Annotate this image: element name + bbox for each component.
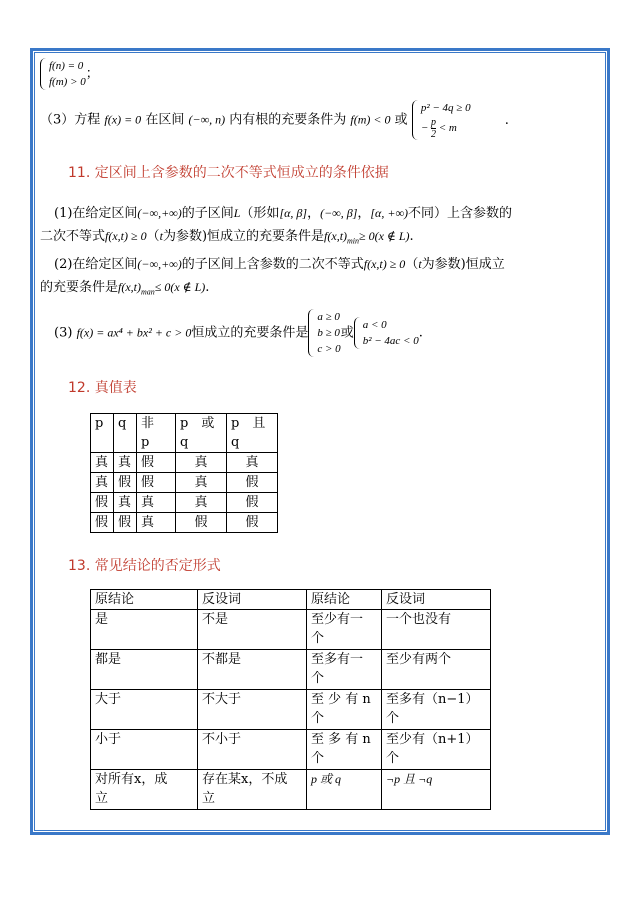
subscript: man	[141, 287, 155, 297]
section-11-para-3	[40, 309, 605, 357]
table-cell	[382, 650, 491, 690]
table-cell	[307, 610, 382, 650]
text: ，	[357, 206, 371, 221]
table-row	[91, 770, 491, 810]
negation-table-wrap	[90, 589, 605, 810]
table-cell	[307, 650, 382, 690]
variable: L	[233, 206, 241, 220]
cell-text: q	[231, 435, 240, 451]
cell-text: 至 少 有 n	[311, 692, 371, 708]
table-cell: 真	[227, 453, 278, 473]
table-row	[91, 730, 491, 770]
text: 或	[340, 325, 354, 341]
text: (3)	[54, 325, 73, 341]
cell-text: p	[95, 416, 104, 432]
table-header-cell: 原结论	[307, 590, 382, 610]
text: 内有根的充要条件为	[229, 112, 347, 128]
cell-text: 不是	[202, 612, 229, 628]
text: 的子区间	[181, 206, 234, 221]
table-cell	[198, 730, 307, 770]
interval: (−∞,+∞)	[137, 256, 182, 271]
table-cell	[382, 730, 491, 770]
cell-text: 存在某x，不成	[202, 772, 288, 788]
table-cell	[382, 770, 491, 810]
table-header-row	[91, 414, 278, 453]
section-13-title: 13. 常见结论的否定形式	[68, 558, 221, 575]
table-row	[91, 473, 278, 493]
text: （	[146, 229, 160, 244]
item-3	[40, 100, 605, 140]
table-cell: 假	[137, 453, 176, 473]
equation: f(x) = ax⁴ + bx² + c > 0	[76, 325, 192, 340]
cell-text: 个	[311, 631, 325, 647]
brace-system	[40, 58, 86, 90]
table-header-cell: 原结论	[91, 590, 198, 610]
table-cell	[382, 690, 491, 730]
cell-text: 个	[311, 751, 325, 767]
table-cell	[198, 610, 307, 650]
inequality: f(x,t) ≥ 0	[363, 256, 406, 271]
table-cell: 真	[176, 473, 227, 493]
text: 为参数)恒成立	[421, 256, 505, 272]
table-cell	[91, 650, 198, 690]
text: 的子区间上含参数的二次不等式	[181, 256, 364, 272]
interval: [α, +∞)	[370, 206, 409, 220]
table-cell: 真	[137, 513, 176, 533]
table-row	[91, 690, 491, 730]
cell-text: 个	[311, 671, 325, 687]
table-cell	[382, 610, 491, 650]
table-header-cell	[227, 414, 278, 453]
cell-text: 一个也没有	[386, 612, 452, 628]
variable: t	[418, 256, 422, 271]
table-cell: 假	[227, 473, 278, 493]
text: 的充要条件是	[40, 279, 119, 295]
interval: (−∞, n)	[188, 112, 226, 127]
cell-text: q	[180, 435, 189, 451]
cell-text: 非	[141, 416, 155, 432]
cell-text: 个	[311, 711, 325, 727]
cell-text: p 或	[180, 416, 215, 432]
interval: [α, β]	[279, 206, 308, 220]
table-cell: 真	[91, 473, 114, 493]
cell-text: 至多有（n−1）	[386, 692, 479, 708]
condition: f(m) < 0	[350, 112, 391, 127]
table-header-cell: 反设词	[382, 590, 491, 610]
table-cell	[307, 730, 382, 770]
system-line: c > 0	[317, 343, 341, 356]
table-header-cell	[91, 414, 114, 453]
subscript: min	[347, 236, 360, 246]
table-row	[91, 650, 491, 690]
expression: f(x,t)	[324, 229, 348, 243]
table-cell: 真	[137, 493, 176, 513]
system-line	[421, 116, 471, 140]
expression: f(x,t)	[118, 279, 142, 294]
section-11-para-2	[40, 253, 602, 276]
cell-text: 至少有（n+1）	[386, 732, 479, 748]
cell-text: 至多有一	[311, 652, 364, 668]
top-condition-system	[40, 58, 605, 90]
punctuation: .	[409, 229, 414, 244]
table-cell: 假	[91, 493, 114, 513]
punctuation: .	[418, 325, 423, 341]
system-line: f(m) > 0	[49, 76, 86, 88]
table-header-cell	[114, 414, 137, 453]
text: 二次不等式	[40, 229, 106, 244]
inequality: f(x,t) ≥ 0	[105, 229, 147, 243]
section-11-title: 11. 定区间上含参数的二次不等式恒成立的条件依据	[68, 165, 389, 181]
text: 在区间	[145, 112, 185, 128]
system-line: a < 0	[362, 319, 387, 332]
system-line: f(n) = 0	[49, 60, 84, 72]
cell-text: 至 多 有 n	[311, 732, 371, 748]
table-cell: 假	[137, 473, 176, 493]
document-body	[40, 58, 605, 810]
system-line: a ≥ 0	[317, 311, 340, 324]
table-cell: 假	[114, 513, 137, 533]
table-cell	[91, 690, 198, 730]
cell-text: 立	[202, 791, 216, 807]
cell-text: q	[118, 416, 127, 432]
table-cell	[198, 690, 307, 730]
fraction	[431, 117, 436, 140]
section-12-title: 12. 真值表	[68, 380, 137, 397]
table-header-row	[91, 590, 491, 610]
table-cell: 真	[176, 453, 227, 473]
table-cell	[307, 690, 382, 730]
table-row	[91, 453, 278, 473]
table-cell	[91, 610, 198, 650]
table-row	[91, 610, 491, 650]
text: 不同）上含参数的	[408, 206, 513, 221]
interval: (−∞,+∞)	[137, 206, 182, 220]
table-cell	[91, 730, 198, 770]
system-line: p² − 4q ≥ 0	[420, 102, 471, 114]
punctuation: ；	[85, 66, 99, 82]
text: (1)在给定区间	[54, 206, 138, 221]
text: (2)在给定区间	[54, 256, 138, 272]
inequality: ≥ 0(x ∉ L)	[359, 229, 410, 243]
cell-text: 小于	[95, 732, 122, 748]
table-cell	[91, 770, 198, 810]
table-header-cell: 反设词	[198, 590, 307, 610]
cell-text: 至少有一	[311, 612, 364, 628]
table-cell	[307, 770, 382, 810]
table-row	[91, 493, 278, 513]
brace-system	[308, 309, 340, 357]
section-11-para-1	[40, 202, 602, 225]
table-cell	[198, 650, 307, 690]
text: （	[405, 256, 419, 272]
table-cell: 真	[176, 493, 227, 513]
text: （形如	[240, 206, 280, 221]
equation: f(x) = 0	[104, 112, 142, 127]
punctuation: .	[205, 279, 210, 295]
cell-text: p 且	[231, 416, 266, 432]
cell-text: p 或 q	[311, 772, 342, 787]
text: 为参数)恒成立的充要条件是	[162, 229, 325, 244]
cell-text: 不大于	[202, 692, 242, 708]
cell-text: 个	[386, 751, 400, 767]
truth-table-wrap	[90, 413, 605, 533]
brace-system	[412, 100, 471, 140]
system-line: b ≥ 0	[317, 327, 340, 340]
inequality: ≤ 0(x ∉ L)	[154, 279, 206, 294]
cell-text: 都是	[95, 652, 122, 668]
truth-table	[90, 413, 278, 533]
text: 或	[394, 112, 408, 128]
cell-text: 不小于	[202, 732, 242, 748]
punctuation: .	[504, 112, 509, 128]
table-cell: 假	[114, 473, 137, 493]
section-11-para-2-cont	[40, 276, 605, 304]
table-cell: 真	[91, 453, 114, 473]
cell-text: 个	[386, 711, 400, 727]
cell-text: 不都是	[202, 652, 242, 668]
text: ，	[307, 206, 321, 221]
cell-text: 对所有x，成	[95, 772, 168, 788]
table-row	[91, 513, 278, 533]
table-header-cell	[137, 414, 176, 453]
system-line: b² − 4ac < 0	[362, 335, 419, 348]
numerator: p	[431, 116, 436, 128]
variable: t	[159, 229, 163, 243]
cell-text: 至少有两个	[386, 652, 452, 668]
table-cell: 假	[91, 513, 114, 533]
table-cell: 假	[227, 493, 278, 513]
text: 恒成立的充要条件是	[191, 325, 309, 341]
cell-text: p	[141, 435, 150, 451]
section-11-para-1-cont	[40, 225, 605, 253]
negation-table	[90, 589, 491, 810]
table-cell: 真	[114, 493, 137, 513]
table-cell: 假	[176, 513, 227, 533]
text: （3）方程	[40, 112, 101, 128]
brace-system	[354, 317, 419, 349]
minus-sign: −	[420, 122, 429, 134]
interval: (−∞, β]	[320, 206, 358, 220]
inequality: < m	[438, 122, 457, 134]
denominator: 2	[431, 128, 436, 140]
table-header-cell	[176, 414, 227, 453]
cell-text: 大于	[95, 692, 122, 708]
cell-text: 立	[95, 791, 109, 807]
table-cell	[198, 770, 307, 810]
cell-text: 是	[95, 612, 109, 628]
table-cell: 真	[114, 453, 137, 473]
cell-text: ¬p 且 ¬q	[386, 772, 433, 787]
table-cell: 假	[227, 513, 278, 533]
